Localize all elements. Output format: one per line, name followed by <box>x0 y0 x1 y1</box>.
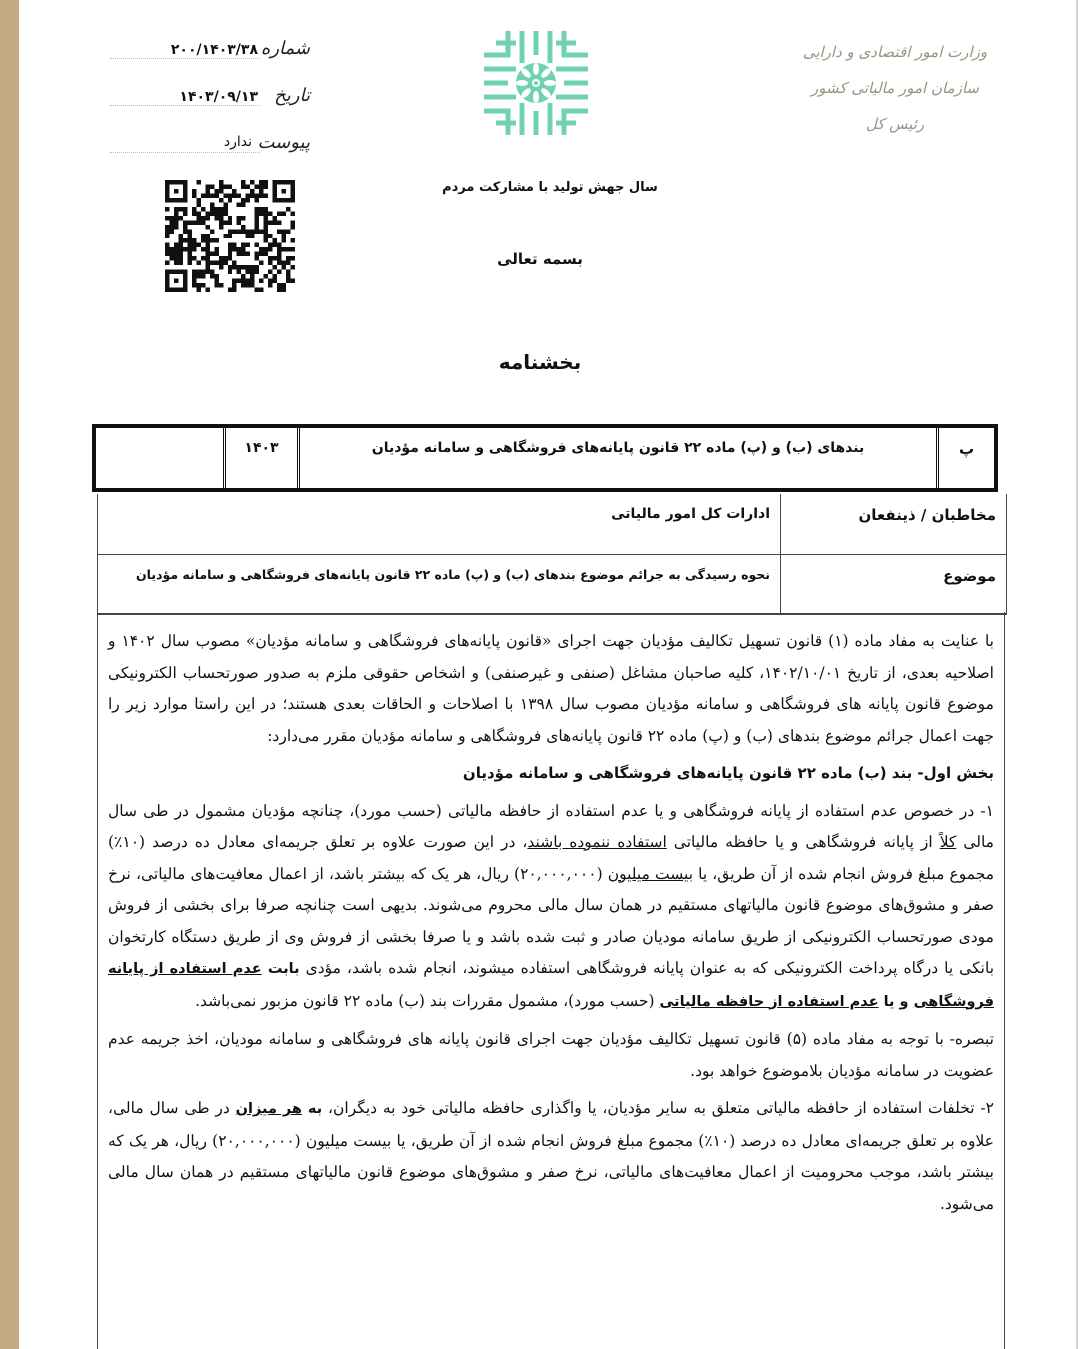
letter-date-row <box>110 83 310 130</box>
audience-row <box>98 494 1006 555</box>
item-1-text: از پایانه فروشگاهی و یا حافظه مالیاتی <box>666 833 940 851</box>
circular-year-cell: ۱۴۰۳ <box>223 428 297 488</box>
letter-date-value: ۱۴۰۳/۰۹/۱۳ <box>179 89 258 105</box>
item-2-paragraph <box>108 1093 994 1220</box>
note-paragraph: تبصره- با توجه به مفاد ماده (۵) قانون تسهیل تکالیف مؤدیان جهت اجرای قانون پایانه های فروشگاهی و سامانه مودیان، اخذ جریمه عدم عضویت در سامانه مؤدیان بلاموضوع خواهد بود. <box>108 1030 994 1080</box>
underlined-text: استفاده ننموده باشند <box>527 833 667 851</box>
ministry-line-2: سازمان امور مالیاتی کشور <box>811 79 979 97</box>
letter-number-row <box>110 36 310 83</box>
ministry-line-1: وزارت امور اقتصادی و دارایی <box>802 43 988 61</box>
intro-paragraph: با عنایت به مفاد ماده (۱) قانون تسهیل تکالیف مؤدیان جهت اجرای «قانون پایانه‌های فروشگاهی و سامانه مؤدیان» مصوب سال ۱۴۰۲ و اصلاحیه بعدی، از تاریخ ۱۴۰۲/۱۰/۰۱، کلیه صاحبان مشاغل (صنفی و غیرصنفی) و اشخاص حقوقی ملزم به صدور صورتحساب الکترونیکی موضوع قانون پایانه های فروشگاهی و سامانه مؤدیان مصوب سال ۱۳۹۸ با اصلاحات و الحاقات بعدی هستند؛ در این راستا موارد زیر را جهت اعمال جرائم موضوع بندهای (ب) و (پ) ماده ۲۲ قانون پایانه‌های فروشگاهی و سامانه مؤدیان مقرر می‌دارد: <box>108 632 994 745</box>
underlined-text: کلاً <box>939 833 957 851</box>
item-1-text: ، در این صورت علاوه بر تعلق جریمه‌ای معادل ده درصد (۱۰٪) مجموع مبلغ فروش انجام شده از آن طریق، یا <box>108 833 995 883</box>
letter-number-label: شماره <box>260 38 310 59</box>
dotted-line <box>110 152 260 153</box>
audience-label: مخاطبان / ذینفعان <box>780 494 1006 554</box>
subject-label: موضوع <box>780 555 1006 613</box>
dotted-line <box>110 58 260 59</box>
circular-header-table <box>92 424 998 492</box>
bold-underlined-text: عدم استفاده از حافظه مالیاتی <box>659 993 879 1010</box>
subject-row <box>98 555 1006 614</box>
bold-underlined-text: هر میزان <box>235 1101 302 1117</box>
audience-value: ادارات کل امور مالیاتی <box>611 506 770 522</box>
tax-organization-logo-icon <box>478 25 594 141</box>
bold-text: به <box>301 1101 323 1117</box>
item-2-text: ۲- تخلفات استفاده از حافظه مالیاتی متعلق به سایر مؤدیان، یا واگذاری حافظه مالیاتی خود به دیگران، <box>322 1099 994 1117</box>
circular-body <box>97 612 1005 1349</box>
page-edge-strip <box>0 0 19 1349</box>
item-2-text: در طی سال مالی، علاوه بر تعلق جریمه‌ای معادل ده درصد (۱۰٪) مجموع مبلغ فروش انجام شده از آن طریق، یا بیست میلیون (۲۰,۰۰۰,۰۰۰) ریال، هر یک که بیشتر باشد، موجب محرومیت از اعمال معافیت‌های مالیاتی، نرخ صفر و مشوق‌های موضوع قانون مالیاتهای مستقیم در همان سال مالی می‌شود. <box>108 1099 994 1213</box>
letter-attachment-row <box>110 130 310 177</box>
ministry-line-3: رئیس کل <box>865 115 925 133</box>
underlined-text: بیست میلیون <box>607 864 694 883</box>
circular-subject-cell: بندهای (ب) و (پ) ماده ۲۲ قانون پایانه‌های فروشگاهی و سامانه مؤدیان <box>297 428 936 488</box>
subject-value: نحوه رسیدگی به جرائم موضوع بندهای (ب) و (پ) ماده ۲۲ قانون پایانه‌های فروشگاهی و سامانه مؤدیان <box>136 567 770 582</box>
item-1-text: ۱- در خصوص عدم استفاده از پایانه فروشگاهی و یا عدم استفاده از حافظه مالیاتی (حسب مورد)، چنانچه مؤدیان مشمول در طی سال مالی <box>108 801 994 851</box>
dotted-line <box>110 105 260 106</box>
item-1-text: (۲۰,۰۰۰,۰۰۰) ریال، هر یک که بیشتر باشد، از اعمال معافیت‌های مالیاتی، نرخ صفر و مشوق‌های موضوع قانون مالیاتهای مستقیم در همان سال مالی محروم می‌شوند. بدیهی است چنانچه صرفا برای بخشی از فروش مودی صورتحساب الکترونیکی از طریق سامانه مودیان صادر و ثبت شده باشد و یا صرفا بخشی از فروش وی از طریق دستگاه کارتخوان بانکی یا درگاه پرداخت الکترونیکی که به عنوان پایانه فروشگاهی استفاده میشوند، انجام شده باشد، مؤدی <box>108 864 995 977</box>
bismillah: بسمه تعالی <box>497 250 583 268</box>
bold-text: بابت <box>261 961 300 977</box>
circular-empty-cell <box>96 428 223 488</box>
item-1-paragraph <box>108 796 994 1019</box>
audience-subject-table <box>97 494 1007 615</box>
qr-code-icon <box>165 180 295 292</box>
document-title: بخشنامه <box>498 350 582 374</box>
ministry-letterhead <box>780 34 1010 142</box>
letter-metadata <box>110 36 310 177</box>
letter-attachment-label: پیوست <box>257 132 310 153</box>
page-edge-line <box>1076 0 1078 1349</box>
section-1-heading: بخش اول- بند (ب) ماده ۲۲ قانون پایانه‌های فروشگاهی و سامانه مؤدیان <box>462 764 994 782</box>
circular-code-cell: پ <box>936 428 994 488</box>
item-1-text: (حسب مورد)، مشمول مقررات بند (ب) ماده ۲۲ قانون مزبور نمی‌باشد. <box>195 991 660 1010</box>
year-slogan: سال جهش تولید با مشارکت مردم <box>442 180 658 195</box>
letter-number-value: ۲۰۰/۱۴۰۳/۳۸ <box>170 42 258 58</box>
letter-attachment-value: ندارد <box>223 134 252 150</box>
bold-underlined-text: عدم استفاده از پایانه فروشگاهی <box>108 961 994 1010</box>
bold-text: و یا <box>878 993 914 1010</box>
letter-date-label: تاریخ <box>274 85 310 106</box>
